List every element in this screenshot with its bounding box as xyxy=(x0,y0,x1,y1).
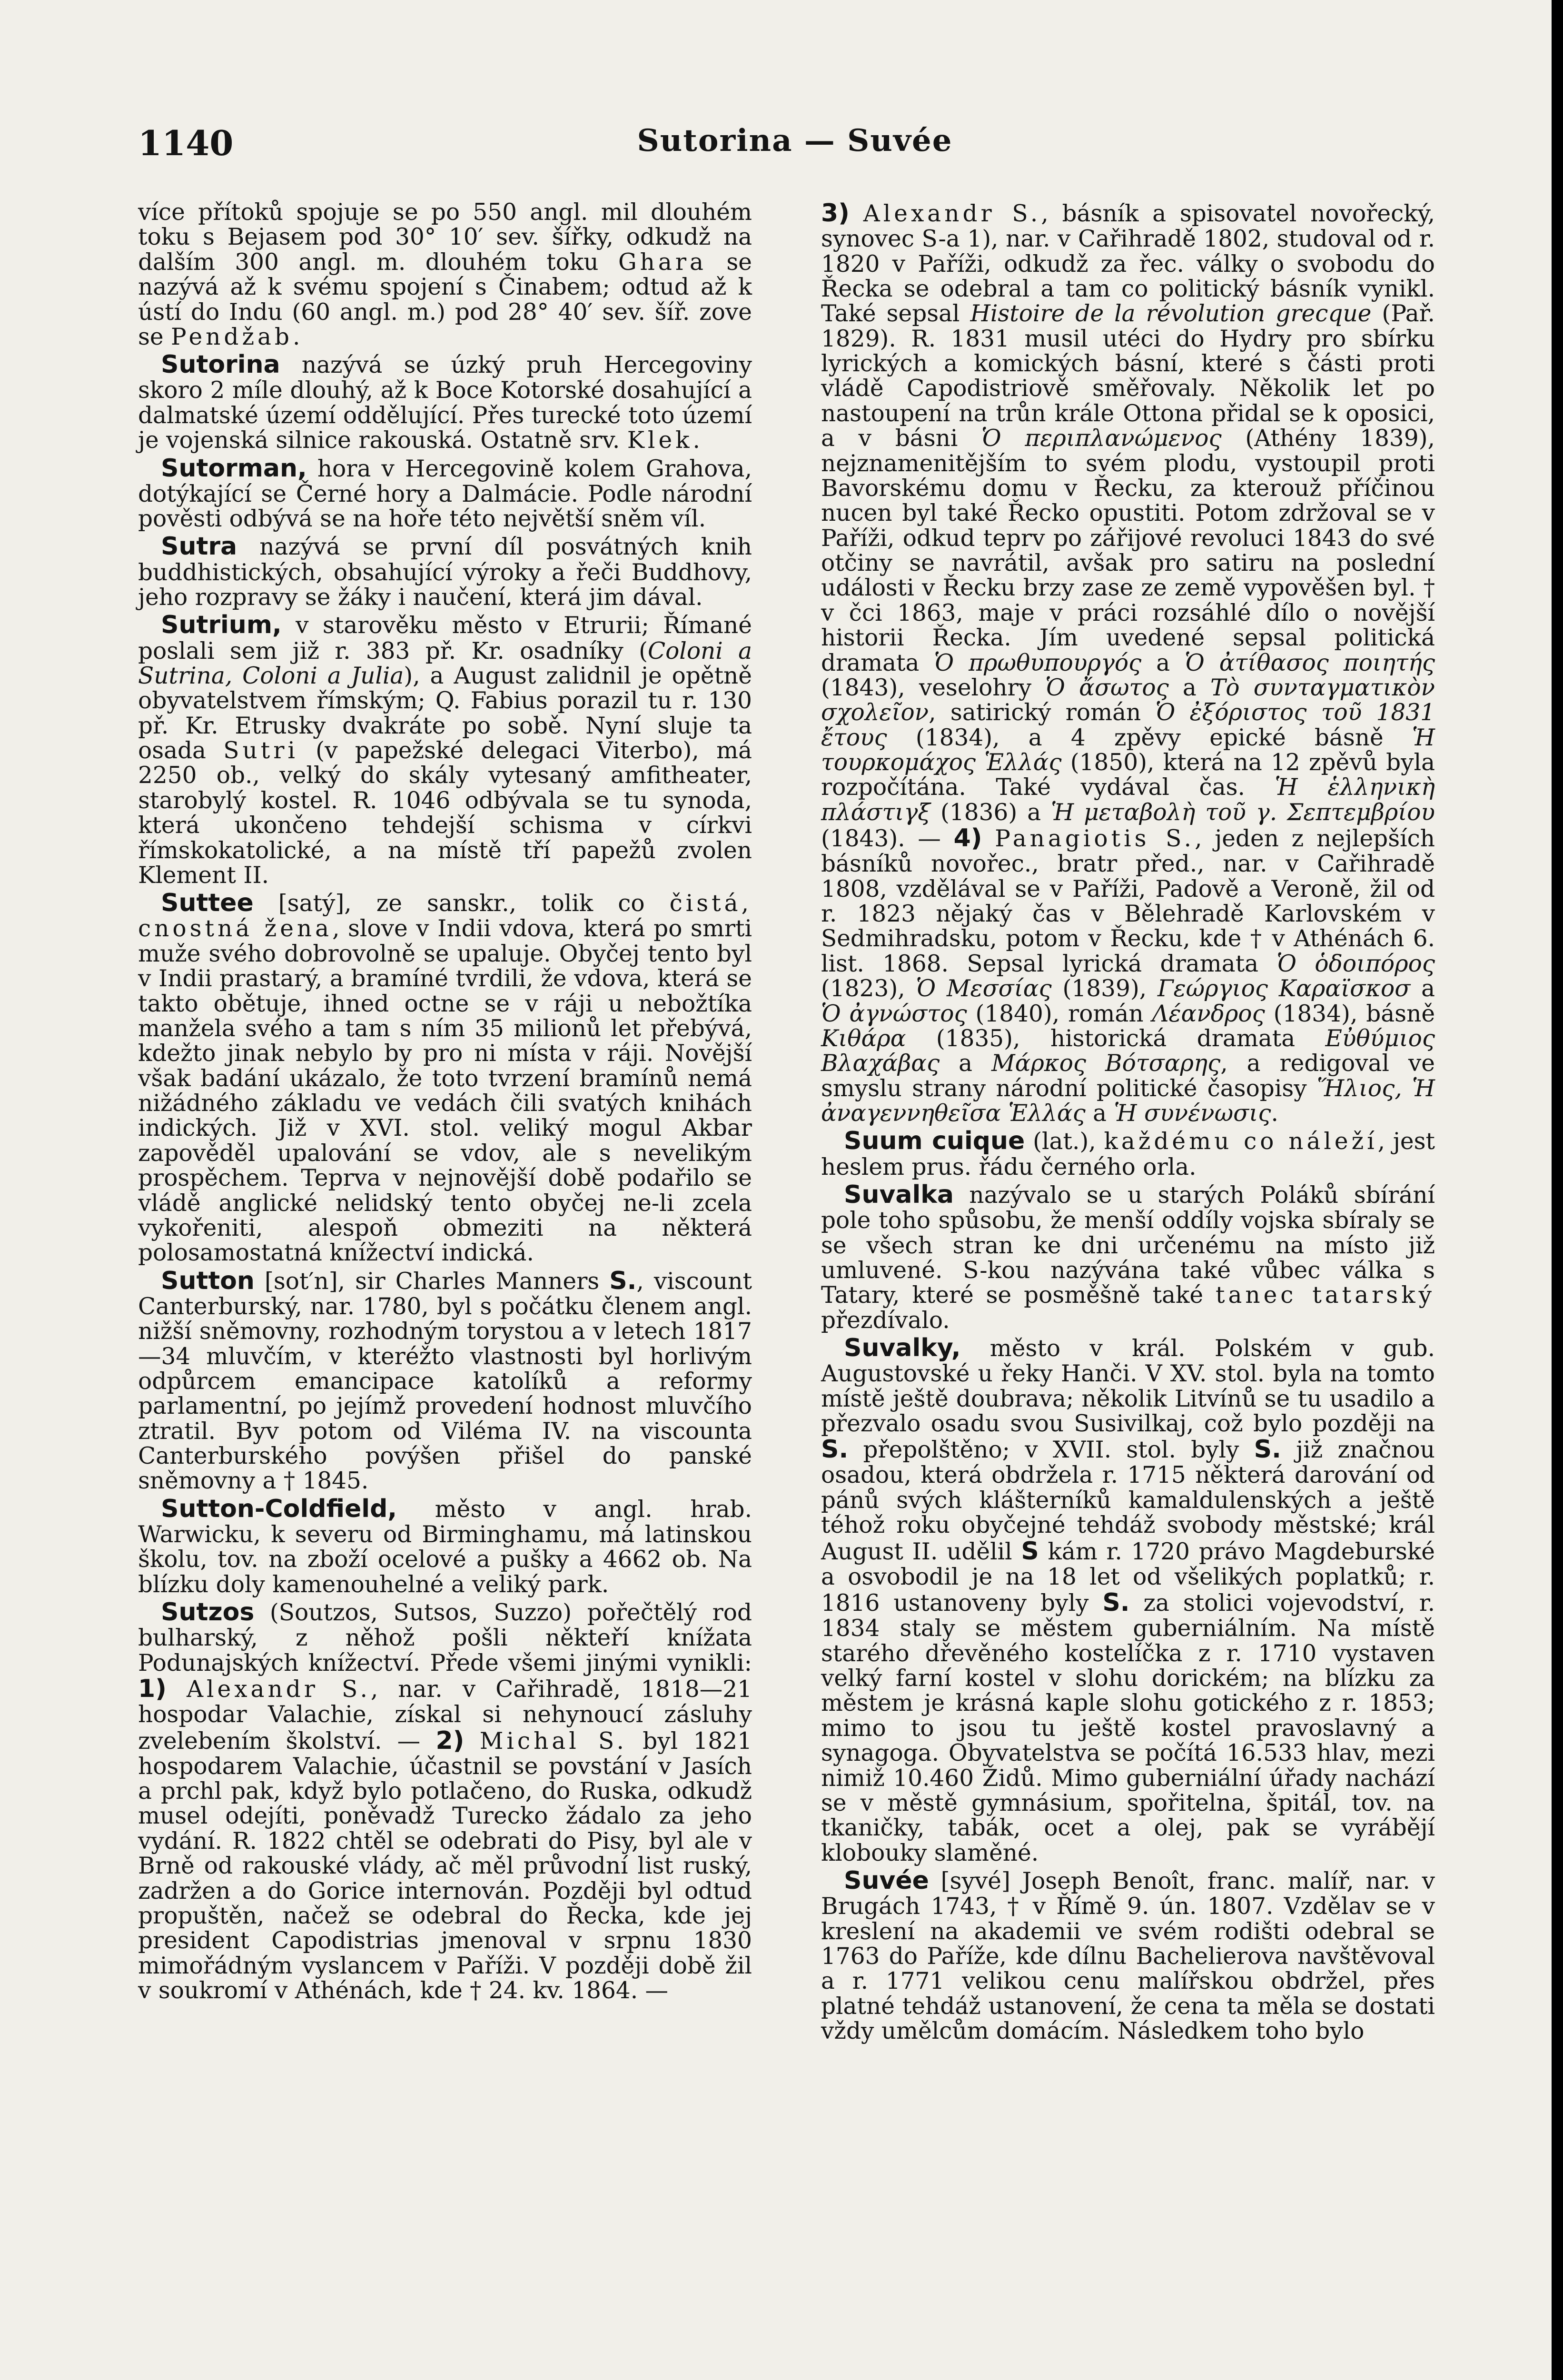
entry-text: a xyxy=(940,1050,991,1077)
entry-text: Sutri xyxy=(223,737,298,764)
entry-text: (1835), historická dramata xyxy=(906,1025,1326,1052)
entry-text: (Athény 1839), nejznamenitějším to svém plodu, vystoupil proti Bavorskému domu v Řecku, za kterouž příčinou nucen byl také Řecko opustiti. Potom zdržoval se v Paříži, odkud teprv po zářijové revoluci 1843 do své otčiny se navrátil, avšak pro satiru na poslední události v Řecku brzy zase ze země vypověšen byl. † v čci 1863, maje v práci rozsáhlé dílo o novější historii Řecka. Jím uvedené sepsal politická dramata xyxy=(821,425,1435,676)
entry-text: Γεώργιος Καραϊσκοσ xyxy=(1157,975,1411,1002)
entry-text: v starověku město v Etrurii; Římané poslali sem již r. 383 př. Kr. osadníky ( xyxy=(138,612,752,664)
page-header xyxy=(138,123,1452,166)
entry-text: . xyxy=(692,427,700,454)
entry-text xyxy=(167,1676,187,1703)
entry-text: , jest heslem prus. řádu černého orla. xyxy=(821,1128,1435,1180)
entry-text: . xyxy=(292,323,300,350)
entry-text: , a redigoval ve smyslu strany národní politické časopisy xyxy=(821,1050,1435,1102)
entry-text: (Soutzos, Sutsos, Suzzo) pořečtělý rod bulharský, z něhož pošli někteří knížata Podunajských knížectví. Přede všemi jinými vynikli: xyxy=(138,1599,752,1676)
left-column xyxy=(138,200,752,2005)
entry-text: Ἡ τουρκομάχος Ἑλλάς xyxy=(821,724,1435,776)
entry-text: Alexandr S. xyxy=(863,200,1041,227)
entry-text: Ὁ Μεσσίας xyxy=(916,975,1052,1002)
entry-sutorman xyxy=(138,455,752,532)
running-head: Sutorina — Suvée xyxy=(637,123,953,159)
entry-text: Ὁ πρωθυπουργός xyxy=(934,649,1142,676)
entry-suvalka xyxy=(821,1181,1435,1333)
entry-suttee xyxy=(138,890,752,1265)
entry-suvalky xyxy=(821,1335,1435,1865)
entry-headword: S. xyxy=(1102,1588,1130,1617)
entry-headword: S. xyxy=(609,1266,637,1295)
entry-text: , slove v Indii vdova, která po smrti muže svého dobrovolně se upaluje. Obyčej tento byl v Indii prastarý, a bramíné tvrdili, že vdova, která se takto obětuje, ihned octne se v ráji u nebožtíka manžela svého a tam s ním 35 milionů let přebývá, kdežto jinak nebylo by pro ni místa v ráji. Novější však badání ukázalo, že toto tvrzení bramínů nemá nižádného základu ve vedách čili svatých knihách indických. Již v XVI. stol. veliký mogul Akbar zapověděl upalování se vdov, ale s nevelikým prospěchem. Teprva v nejnovější době podařilo se vládě anglické nelidský tento obyčej ne-li zcela vykořeniti, alespoň obmeziti na některá polosamostatná knížectví indická. xyxy=(138,915,752,1267)
entry-headword: Sutorina xyxy=(161,350,280,379)
entry-sutton xyxy=(138,1268,752,1494)
entry-text: (lat.), xyxy=(1025,1128,1104,1155)
entry-text: (1834), básně xyxy=(1265,1000,1435,1027)
entry-text: nazývá se první díl posvátných knih buddhistických, obsahující výroky a řeči Buddhovy, jeho rozpravy se žáky i naučení, která jim dával. xyxy=(138,534,752,611)
entry-headword: Sutorman, xyxy=(161,454,307,483)
entry-text: , jeden z nejlepších básníků novořec., bratr před., nar. v Cařihradě 1808, vzdělával se v Paříži, Padově a Veroně, žil od r. 1823 nějaký čas v Bělehradě Karlovském v Sedmihradsku, potom v Řecku, kde † v Athénách 6. list. 1868. Sepsal lyrická dramata xyxy=(821,825,1435,977)
entry-text: město v král. Polském v gub. Augustovské u řeky Hanči. V XV. stol. byla na tomto místě ještě doubrava; několik Litvínů se tu usadilo a přezvalo osadu svou Susivilkaj, což bylo později na xyxy=(821,1335,1435,1437)
entry-text: nazývalo se u starých Poláků sbírání pole toho spůsobu, že menší oddíly vojska sbíraly se se všech stran ke dni určenému na místo již umluvené. S-kou nazývána také vůbec válka s Tatary, které se posměšně také xyxy=(821,1181,1435,1309)
entry-sutzos xyxy=(138,1599,752,2003)
entry-text: Ὁ ἐξόριστος τοῦ 1831 ἔτους xyxy=(821,699,1435,751)
entry-text: Ὁ ἀτίθασος ποιητής xyxy=(1185,649,1435,676)
entry-headword: Sutton xyxy=(161,1266,255,1295)
entry-headword: Sutrium, xyxy=(161,611,282,640)
entry-text: a xyxy=(1410,975,1435,1002)
entry-suvee xyxy=(821,1867,1435,2043)
entry-text: ), a August zalidnil je opětně obyvatelstvem římským; Q. Fabius porazil tu r. 130 př. Kr. Etrusky dvakráte po sobě. Nyní sluje ta osada xyxy=(138,662,752,764)
entry-text: Pendžab xyxy=(171,323,293,350)
entry-headword: S. xyxy=(821,1435,849,1464)
entry-headword: Suum cuique xyxy=(844,1127,1025,1156)
entry-headword: 4) xyxy=(953,824,982,853)
entry-headword: Sutton-Coldfield, xyxy=(161,1494,397,1523)
entry-sutton-coldfield xyxy=(138,1496,752,1597)
entry-text: Ἡ ἑλληνικὴ πλάστιγξ xyxy=(821,774,1435,826)
entry-sutorina xyxy=(138,351,752,453)
entry-headword: Sutzos xyxy=(161,1598,255,1627)
entry-text: . xyxy=(1271,1100,1278,1127)
entry-text: přepolštěno; v XVII. stol. byly xyxy=(848,1437,1254,1464)
entry-text: (Pař. 1829). R. 1831 musil utéci do Hydry pro sbírku lyrických a komických básní, které s části proti vládě Capodistriově směřovaly. Několik let po nastoupení na trůn krále Ottona přidal se k oposici, a v básni xyxy=(821,300,1435,452)
entry-text: kám r. 1720 právo Magdeburské a osvobodil je na 18 let od všelikých poplatků; r. 1816 ustanoveny byly xyxy=(821,1538,1435,1617)
entry-text: Ὁ ἄσωτος xyxy=(1045,674,1169,701)
entry-text: Ὁ περιπλανώμενος xyxy=(981,425,1222,452)
scan-edge-shadow xyxy=(1552,0,1563,2380)
entry-text: Μάρκος Βότσαρης xyxy=(991,1050,1221,1077)
entry-text: Λέανδρος xyxy=(1152,1000,1265,1027)
entry-text: za stolici vojevodství, r. 1834 staly se městem guberniálním. Na místě starého dřevěného kostelíčka z r. 1710 vystaven velký farní kostel v slohu dorickém; na blízku za městem je krásná kaple slohu gotického z r. 1853; mimo to jsou tu ještě kostel pravoslavný a synagoga. Obyvatelstva se počítá 16.533 hlav, mezi nimiž 10.460 Židů. Mimo guberniální úřady nachází se v městě gymnásium, spořitelna, špitál, tov. na tkaničky, tabák, ocet a olej, pak se vyrábějí klobouky slaměné. xyxy=(821,1590,1435,1866)
entry-text: hora v Hercegovině kolem Grahova, dotýkající se Černé hory a Dalmácie. Podle národní pověsti odbývá se na hoře této největší sněm víl. xyxy=(138,455,752,533)
entry-text: více přítoků spojuje se po 550 angl. mil dlouhém toku s Bejasem pod 30° 10′ sev. šířky, odkudž na dalším 300 angl. m. dlouhém toku xyxy=(138,199,752,276)
entry-headword: 1) xyxy=(138,1675,167,1703)
entry-text: , viscount Canterburský, nar. 1780, byl s počátku členem angl. nižší sněmovny, rozhodným torystou a v letech 1817—34 mluvčím, v kteréžto vlastnosti byl horlivým odpůrcem emancipace katolíků a reformy parlamentní, po jejímž provedení hodnost mluvčího ztratil. Byv potom od Viléma IV. na viscounta Canterburského povýšen přišel do panské sněmovny a † 1845. xyxy=(138,1268,752,1495)
entry-text: Alexandr S. xyxy=(186,1676,371,1703)
entry-text: nazývá se úzký pruh Hercegoviny skoro 2 míle dlouhý, až k Boce Kotorské dosahující a dalmatské území oddělující. Přes turecké toto území je vojenská silnice rakouská. Ostatně srv. xyxy=(138,352,752,454)
entry-text: byl 1821 hospodarem Valachie, účastnil se povstání v Jasích a prchl pak, když bylo potlačeno, do Ruska, odkudž musel odejíti, poněvadž Turecko žádalo za jeho vydání. R. 1822 chtěl se odebrati do Pisy, byl ale v Brně od rakouské vlády, ač měl průvodní list ruský, zadržen a do Gorice internován. Později byl odtud propuštěn, načež se odebral do Řecka, kde jej president Capodistrias jmenoval v srpnu 1830 mimořádným vyslancem v Paříži. V později době žil v soukromí v Athénách, kde † 24. kv. 1864. — xyxy=(138,1727,752,2004)
page-number: 1140 xyxy=(138,123,234,163)
entry-text: a xyxy=(1141,649,1185,676)
entry-text: přezdívalo. xyxy=(821,1307,950,1334)
entry-text: (1840), román xyxy=(967,1000,1152,1027)
entry-text: Ἡ μεταβολὴ τοῦ γ. Σεπτεμβρίου xyxy=(1051,799,1435,826)
entry-sutrium xyxy=(138,612,752,888)
entry-text: již značnou osadou, která obdržela r. 1715 některá darování od pánů svých klášterníků kamaldulenských a ještě téhož roku obyčejné tehdáž svobody městské; král August II. udělil xyxy=(821,1437,1435,1565)
entry-text: Histoire de la révolution grecque xyxy=(970,300,1372,327)
entry-text: , básník a spisovatel novořecký, synovec S-a 1), nar. v Cařihradě 1802, studoval od r. 1820 v Paříži, odkudž za řec. války o svobodu do Řecka se odebral a tam co politický básník vynikl. Také sepsal xyxy=(821,200,1435,327)
entry-headword: Sutra xyxy=(161,532,237,561)
entry-text: [sot′n], sir Charles Manners xyxy=(254,1268,610,1295)
entry-text: (1823), xyxy=(821,975,916,1002)
entry-text: [syvé] Joseph Benoît, franc. malíř, nar. v Brugách 1743, † v Římě 9. ún. 1807. Vzdělav se v kreslení na akademii ve svém rodišti odebral se 1763 do Paříže, kde dílnu Bachelierova navštěvoval a r. 1771 velikou cenu malířskou obdržel, přes platné tehdáž ustanovení, že cena ta měla se dostati vždy umělcům domácím. Následkem toho bylo xyxy=(821,1868,1435,2045)
entry-text: Ὁ ὁδοιπόρος xyxy=(1276,950,1435,977)
entry-text: (1834), a 4 zpěvy epické básně xyxy=(887,724,1412,751)
entry-text: Ὁ ἀγνώστος xyxy=(821,1000,967,1027)
entry-text: a xyxy=(1085,1100,1114,1127)
entry-text: , nar. v Cařihradě, 1818—21 hospodar Valachie, získal si nehynoucí zásluhy zvelebením školství. — xyxy=(138,1676,752,1755)
entry-text: (1843). — xyxy=(821,825,954,853)
entry-text: Εὐθύμιος Βλαχάβας xyxy=(821,1025,1435,1077)
entry-text: se nazývá až k svému spojení s Činabem; odtud až k ústí do Indu (60 angl. m.) pod 28° 40′ sev. šíř. zove se xyxy=(138,248,752,350)
entry-alexandr xyxy=(821,200,1435,1126)
entry-text: Michal S. xyxy=(479,1727,627,1755)
entry-text: (1839), xyxy=(1051,975,1157,1002)
entry-suum-cuique xyxy=(821,1128,1435,1180)
entry-text: tanec tatarský xyxy=(1215,1282,1435,1309)
entry-headword: Suttee xyxy=(161,889,254,918)
entry-headword: Suvée xyxy=(844,1866,929,1895)
entry-text: Panagiotis S. xyxy=(995,825,1195,853)
entry-headword: Suvalky, xyxy=(844,1334,961,1362)
entry-cont xyxy=(138,200,752,349)
right-column xyxy=(821,200,1435,2045)
entry-sutra xyxy=(138,533,752,610)
entry-text: Κιθάρα xyxy=(821,1025,906,1052)
entry-text: (1850), která na 12 zpěvů byla rozpočítána. Také vydával čas. xyxy=(821,749,1435,801)
entry-text: [satý], ze sanskr., tolik co xyxy=(253,890,670,917)
entry-text: Ἡ συνένωσις xyxy=(1114,1100,1271,1127)
entry-text: (v papežské delegaci Viterbo), má 2250 ob., velký do skály vytesaný amfitheater, starobylý kostel. R. 1046 odbývala se tu synoda, která ukončeno tehdejší schisma v církvi římskokatolické, a na místě tří papežů zvolen Klement II. xyxy=(138,737,752,889)
entry-headword: Suvalka xyxy=(844,1180,954,1209)
entry-text xyxy=(464,1728,479,1755)
entry-text: Ghara xyxy=(618,248,707,276)
entry-text: každému co náleží xyxy=(1104,1128,1378,1155)
entry-headword: S xyxy=(1021,1537,1039,1566)
entry-text: Τὸ συνταγματικὸν σχολεῖον xyxy=(821,674,1435,726)
column-gutter xyxy=(790,209,791,2380)
entry-text: Ἥλιος, Ἡ ἀναγεννηθεῖσα Ἑλλάς xyxy=(821,1075,1435,1127)
entry-text: a xyxy=(1168,674,1211,701)
entry-headword: 3) xyxy=(821,199,850,228)
entry-text xyxy=(982,825,995,852)
entry-text: čistá, cnostná žena xyxy=(138,890,752,942)
entry-text xyxy=(850,200,863,227)
entry-headword: S. xyxy=(1254,1435,1281,1464)
entry-headword: 2) xyxy=(435,1726,465,1755)
entry-text: Coloni a Sutrina, Coloni a Julia xyxy=(138,637,752,689)
entry-text: (1836) a xyxy=(930,799,1051,826)
entry-text: město v angl. hrab. Warwicku, k severu od Birminghamu, má latinskou školu, tov. na zboží ocelové a pušky a 4662 ob. Na blízku doly kamenouhelné a veliký park. xyxy=(138,1496,752,1598)
entry-text: Klek xyxy=(627,427,693,454)
entry-text: , satirický román xyxy=(929,699,1156,726)
entry-text: (1843), veselohry xyxy=(821,674,1046,701)
